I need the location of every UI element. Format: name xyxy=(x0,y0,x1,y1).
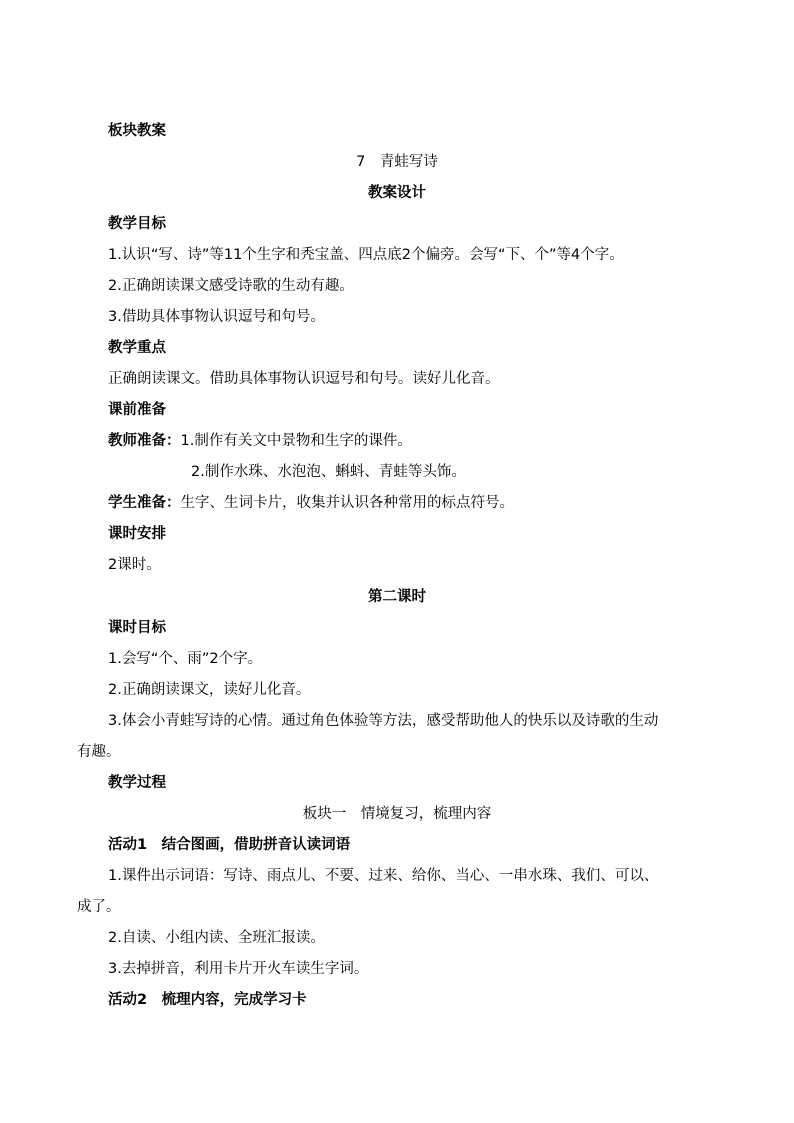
lesson-goal-2: 2.正确朗读课文，读好儿化音。 xyxy=(108,682,311,698)
teacher-prep-item-2: 2.制作水珠、水泡泡、蝌蚪、青蛙等头饰。 xyxy=(191,464,466,480)
focus-heading: 教学重点 xyxy=(108,340,166,356)
process-heading: 教学过程 xyxy=(108,775,166,791)
teacher-prep-item-1: 1.制作有关文中景物和生字的课件。 xyxy=(180,433,412,449)
lesson2-heading: 第二课时 xyxy=(368,589,426,605)
student-prep xyxy=(108,493,514,513)
design-heading: 教案设计 xyxy=(368,185,426,201)
lesson-goal-3-line-2: 有趣。 xyxy=(77,744,121,760)
lesson-goals-heading: 课时目标 xyxy=(108,620,166,636)
lesson-goal-1: 1.会写“个、雨”2个字。 xyxy=(108,651,263,667)
lesson-goal-3-line-1: 3.体会小青蛙写诗的心情。通过角色体验等方法，感受帮助他人的快乐以及诗歌的生动 xyxy=(108,713,659,729)
activity1-step3: 3.去掉拼音，利用卡片开火车读生字词。 xyxy=(108,961,369,977)
block1-heading: 板块一 情境复习，梳理内容 xyxy=(302,806,492,822)
schedule-text: 2课时。 xyxy=(108,557,161,573)
activity2-heading: 活动2 梳理内容，完成学习卡 xyxy=(108,992,307,1008)
activity1-step2: 2.自读、小组内读、全班汇报读。 xyxy=(108,930,325,946)
activity1-step1-line-1: 1.课件出示词语：写诗、雨点儿、不要、过来、给你、当心、一串水珠、我们、可以、 xyxy=(108,868,659,884)
activity1-step1-line-2: 成了。 xyxy=(77,899,121,915)
lesson-title: 7 青蛙写诗 xyxy=(356,154,438,170)
teacher-prep-label: 教师准备： xyxy=(108,433,181,449)
focus-text: 正确朗读课文。借助具体事物认识逗号和句号。读好儿化音。 xyxy=(108,371,500,387)
student-prep-label: 学生准备： xyxy=(108,495,181,511)
goal-3: 3.借助具体事物认识逗号和句号。 xyxy=(108,309,325,325)
goal-2: 2.正确朗读课文感受诗歌的生动有趣。 xyxy=(108,278,354,294)
goals-heading: 教学目标 xyxy=(108,216,166,232)
activity1-heading: 活动1 结合图画，借助拼音认读词语 xyxy=(108,837,351,853)
student-prep-text: 生字、生词卡片，收集并认识各种常用的标点符号。 xyxy=(180,495,514,511)
schedule-heading: 课时安排 xyxy=(108,526,166,542)
prep-heading: 课前准备 xyxy=(108,402,166,418)
doc-header: 板块教案 xyxy=(108,123,166,139)
goal-1: 1.认识“写、诗”等11个生字和秃宝盖、四点底2个偏旁。会写“下、个”等4个字。 xyxy=(108,247,624,263)
teacher-prep xyxy=(108,431,412,451)
